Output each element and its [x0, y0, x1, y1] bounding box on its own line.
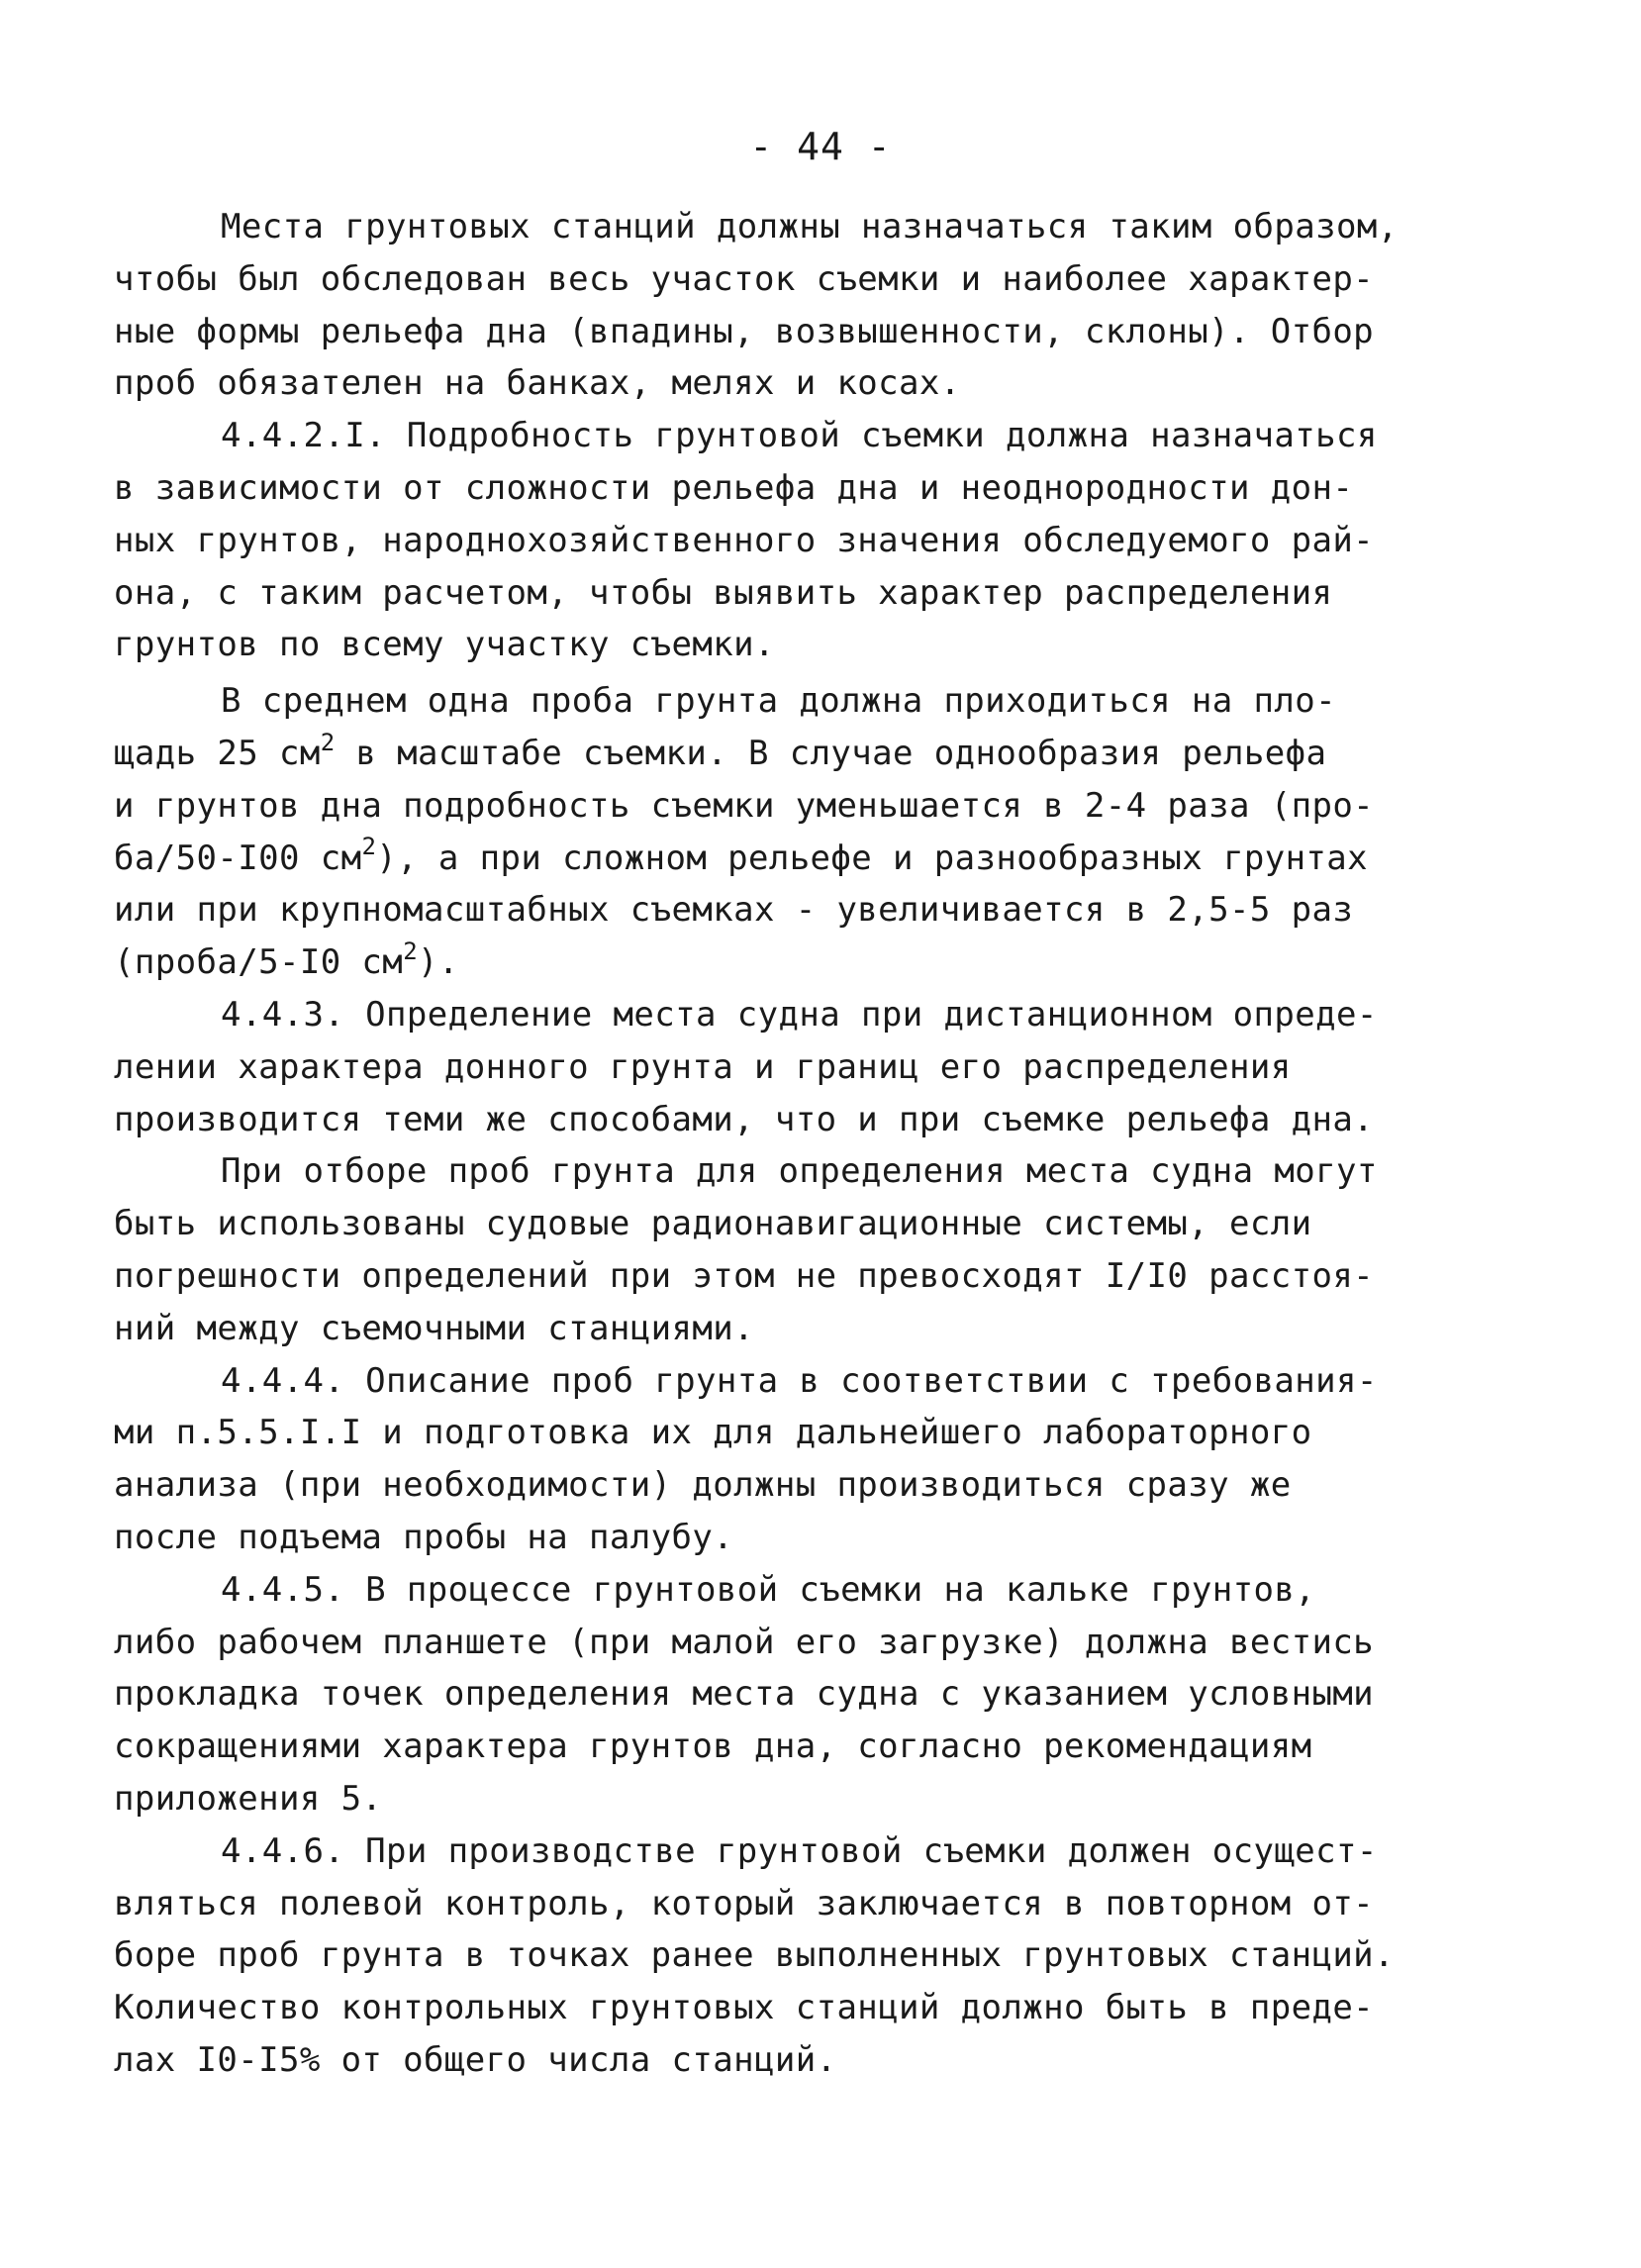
body-text: [114, 201, 1400, 2087]
text-line: [114, 1668, 1400, 1721]
text-line-content: проб обязателен на банках, мелях и косах.: [114, 363, 961, 404]
superscript: 2: [361, 833, 377, 861]
text-line: [114, 1929, 1400, 1982]
text-line: [114, 1303, 1400, 1355]
text-line-content: лении характера донного грунта и границ его распределения: [114, 1046, 1292, 1087]
text-line-content: в зависимости от сложности рельефа дна и неоднородности дон-: [114, 467, 1354, 508]
text-line: [114, 410, 1400, 462]
text-line: [114, 1617, 1400, 1669]
text-line-content: после подъема пробы на палубу.: [114, 1517, 734, 1557]
text-line-content: погрешности определений при этом не превосходят I/I0 расстоя-: [114, 1255, 1375, 1296]
text-line-content: приложения 5.: [114, 1778, 383, 1819]
text-line-content: она, с таким расчетом, чтобы выявить характер распределения: [114, 572, 1333, 613]
text-line: [114, 1407, 1400, 1459]
text-line-content: или при крупномасштабных съемках - увеличивается в 2,5-5 раз: [114, 890, 1354, 931]
text-line-content: чтобы был обследован весь участок съемки и наиболее характер-: [114, 258, 1375, 299]
text-line: [114, 1041, 1400, 1094]
text-line-content: грунтов по всему участку съемки.: [114, 625, 775, 665]
text-line-content: производится теми же способами, что и при съемке рельефа дна.: [114, 1099, 1375, 1139]
text-line: [114, 462, 1400, 515]
text-line: [114, 780, 1400, 833]
text-line: [114, 253, 1400, 306]
text-line-content: 4.4.3. Определение места судна при дистанционном опреде-: [221, 994, 1378, 1035]
text-line-content: ба/50-I00 см: [114, 838, 362, 878]
text-line-content: При отборе проб грунта для определения места судна могут: [221, 1151, 1378, 1192]
text-line-content: ные формы рельефа дна (впадины, возвышенности, склоны). Отбор: [114, 311, 1375, 351]
text-line-content: 4.4.5. В процессе грунтовой съемки на кальке грунтов,: [221, 1569, 1316, 1610]
text-line: [114, 675, 1400, 728]
text-line: [114, 1721, 1400, 1773]
text-line: [114, 1512, 1400, 1564]
text-line-content: прокладка точек определения места судна с указанием условными: [114, 1674, 1375, 1715]
text-line: [114, 1250, 1400, 1303]
text-line: [114, 357, 1400, 410]
superscript: 2: [320, 728, 336, 756]
text-line-content: Места грунтовых станций должны назначаться таким образом,: [221, 207, 1399, 247]
page-number: - 44 -: [749, 125, 892, 168]
text-line-content: боре проб грунта в точках ранее выполненных грунтовых станций.: [114, 1935, 1395, 1976]
text-line: [114, 728, 1400, 780]
text-line-content: анализа (при необходимости) должны производиться сразу же: [114, 1465, 1292, 1506]
superscript: 2: [403, 937, 419, 965]
text-line: [114, 515, 1400, 567]
text-line-content: либо рабочем планшете (при малой его загрузке) должна вестись: [114, 1622, 1375, 1662]
text-line: [114, 2034, 1400, 2087]
text-line-continuation: ).: [418, 942, 459, 983]
text-line-content: быть использованы судовые радионавигационные системы, если: [114, 1204, 1312, 1244]
text-line: [114, 884, 1400, 937]
text-line-content: 4.4.6. При производстве грунтовой съемки должен осущест-: [221, 1830, 1378, 1871]
text-line: [114, 201, 1400, 253]
text-line: [114, 1355, 1400, 1408]
text-line: [114, 1564, 1400, 1617]
text-line: [114, 833, 1400, 885]
text-line-continuation: ), а при сложном рельефе и разнообразных грунтах: [376, 838, 1369, 878]
text-line: [114, 1825, 1400, 1878]
text-line-content: вляться полевой контроль, который заключается в повторном от-: [114, 1883, 1375, 1923]
text-line-content: 4.4.2.I. Подробность грунтовой съемки должна назначаться: [221, 416, 1378, 456]
text-line-content: В среднем одна проба грунта должна приходиться на пло-: [221, 681, 1336, 722]
text-line: [114, 1094, 1400, 1146]
text-line: [114, 1459, 1400, 1512]
text-line-content: ний между съемочными станциями.: [114, 1308, 754, 1348]
text-line: [114, 937, 1400, 989]
text-line: [114, 1982, 1400, 2034]
text-line: [114, 1878, 1400, 1930]
text-line-content: Количество контрольных грунтовых станций должно быть в преде-: [114, 1988, 1375, 2028]
text-line: [114, 619, 1400, 671]
text-line: [114, 989, 1400, 1041]
text-line: [114, 1198, 1400, 1250]
text-line-content: 4.4.4. Описание проб грунта в соответствии с требования-: [221, 1360, 1378, 1401]
text-line: [114, 1773, 1400, 1825]
text-line-content: ми п.5.5.I.I и подготовка их для дальнейшего лабораторного: [114, 1413, 1312, 1453]
text-line-content: лах I0-I5% от общего числа станций.: [114, 2039, 837, 2080]
text-line-content: и грунтов дна подробность съемки уменьшается в 2-4 раза (про-: [114, 785, 1375, 826]
text-line: [114, 567, 1400, 620]
text-line-content: щадь 25 см: [114, 733, 321, 773]
text-line-content: ных грунтов, народнохозяйственного значения обследуемого рай-: [114, 520, 1375, 560]
text-line: [114, 1145, 1400, 1198]
text-line-content: сокращениями характера грунтов дна, согласно рекомендациям: [114, 1726, 1312, 1767]
text-line-content: (проба/5-I0 см: [114, 942, 404, 983]
text-line: [114, 306, 1400, 358]
text-line-continuation: в масштабе съемки. В случае однообразия рельефа: [335, 733, 1327, 773]
